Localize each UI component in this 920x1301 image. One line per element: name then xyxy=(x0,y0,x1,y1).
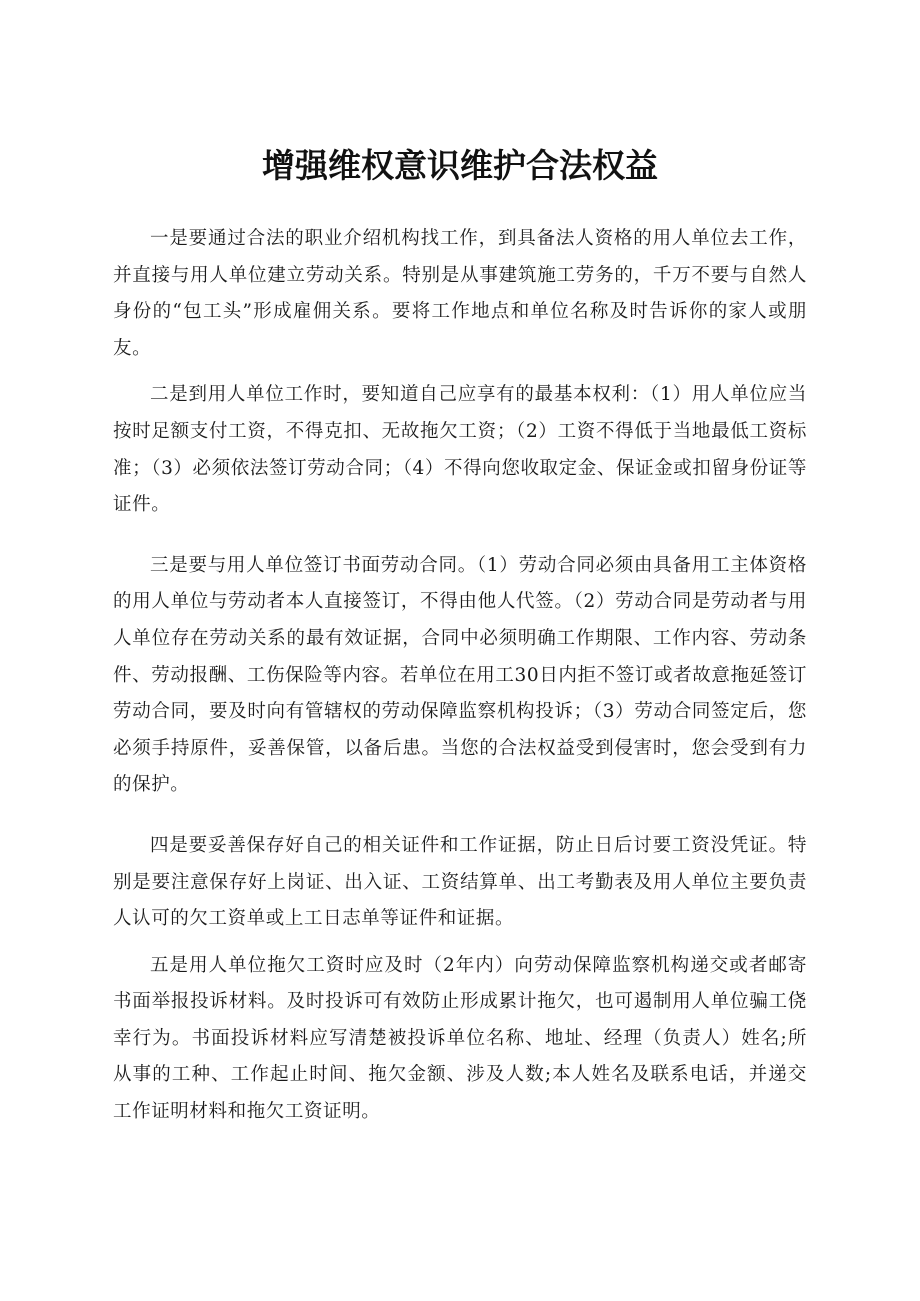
document-title: 增强维权意识维护合法权益 xyxy=(262,146,658,186)
paragraph-4: 四是要妥善保存好自己的相关证件和工作证据，防止日后讨要工资没凭证。特别是要注意保存好上岗证、出入证、工资结算单、出工考勤表及用人单位主要负责人认可的欠工资单或上工日志单等证件和证据。 xyxy=(113,834,807,930)
paragraph-5: 五是用人单位拖欠工资时应及时（2年内）向劳动保障监察机构递交或者邮寄书面举报投诉材料。及时投诉可有效防止形成累计拖欠，也可遏制用人单位骗工侥幸行为。书面投诉材料应写清楚被投诉单位名称、地址、经理（负责人）姓名;所从事的工种、工作起止时间、拖欠金额、涉及人数;本人姓名及联系电话，并递交工作证明材料和拖欠工资证明。 xyxy=(113,954,807,1123)
document-body xyxy=(113,221,807,1131)
paragraph-2: 二是到用人单位工作时，要知道自己应享有的最基本权利：（1）用人单位应当按时足额支付工资，不得克扣、无故拖欠工资；（2）工资不得低于当地最低工资标准；（3）必须依法签订劳动合同；（4）不得向您收取定金、保证金或扣留身份证等证件。 xyxy=(113,384,807,516)
paragraph-1: 一是要通过合法的职业介绍机构找工作，到具备法人资格的用人单位去工作，并直接与用人单位建立劳动关系。特别是从事建筑施工劳务的，千万不要与自然人身份的“包工头”形成雇佣关系。要将工作地点和单位名称及时告诉你的家人或朋友。 xyxy=(113,228,807,359)
paragraph-3: 三是要与用人单位签订书面劳动合同。（1）劳动合同必须由具备用工主体资格的用人单位与劳动者本人直接签订，不得由他人代签。（2）劳动合同是劳动者与用人单位存在劳动关系的最有效证据，合同中必须明确工作期限、工作内容、劳动条件、劳动报酬、工伤保险等内容。若单位在用工30日内拒不签订或者故意拖延签订劳动合同，要及时向有管辖权的劳动保障监察机构投诉；（3）劳动合同签定后，您必须手持原件，妥善保管，以备后患。当您的合法权益受到侵害时，您会受到有力的保护。 xyxy=(113,554,807,796)
